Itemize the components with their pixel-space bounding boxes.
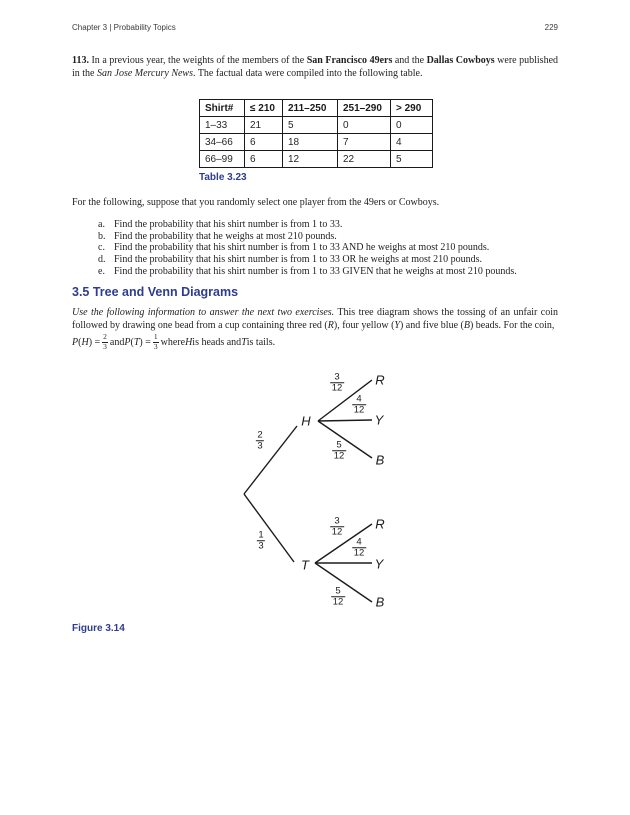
page-header [72,23,558,32]
cell-value: 12 [283,151,338,168]
cell-value: 6 [245,134,283,151]
intro-text: ) beads. For the coin, [469,319,555,331]
problem-number: 113. [72,55,89,66]
branch-probability-blue [332,440,346,462]
fraction-denominator: 12 [353,404,365,416]
list-item [98,231,558,243]
fraction-one-third [153,333,159,351]
tree-leaf-yellow: Y [374,412,384,428]
problem-text: and the [392,55,427,66]
branch-probability-red [330,516,344,538]
cell-value: 18 [283,134,338,151]
prob-symbol: P [72,336,79,348]
tree-leaf-blue: B [375,594,385,610]
intro-text: where [160,336,186,348]
fraction-denominator: 12 [331,382,343,394]
list-item [98,219,558,231]
fraction-numerator: 3 [334,515,340,527]
cell-value: 5 [283,117,338,134]
weights-table-container [199,99,433,168]
list-item-label: b. [98,230,106,242]
red-bead-symbol: R [327,319,334,331]
cell-shirt-range: 1–33 [200,117,245,134]
tree-leaf-red: R [375,372,385,388]
cell-value: 5 [391,151,433,168]
tree-leaf-red: R [375,516,385,532]
list-item-text: Find the probability that he weighs at most 210 pounds. [114,230,337,242]
section-heading: 3.5 Tree and Venn Diagrams [72,285,239,299]
list-item [98,242,558,254]
team-name-cowboys: Dallas Cowboys [426,55,495,66]
tails-symbol: T [241,336,247,348]
branch-probability-red [330,372,344,394]
intro-instruction: Use the following information to answer the next two exercises. [72,307,335,318]
list-item-label: a. [98,219,105,230]
weights-table [199,99,433,168]
cell-value: 4 [391,134,433,151]
figure-caption: Figure 3.14 [72,623,125,634]
cell-shirt-range: 66–99 [200,151,245,168]
col-header-shirt: Shirt# [200,100,245,117]
fraction-denominator: 3 [103,341,107,351]
fraction-two-thirds [102,333,108,351]
table-caption: Table 3.23 [199,172,247,183]
col-header-211-250: 211–250 [283,100,338,117]
problem-113-paragraph [72,54,558,80]
coin-probability-line [72,331,558,353]
list-item-text: Find the probability that his shirt number is from 1 to 33 AND he weighs at most 210 pounds. [114,242,490,254]
chapter-title: Chapter 3 | Probability Topics [72,23,176,32]
branch-probability-yellow [352,394,366,416]
fraction-denominator: 12 [331,526,343,538]
intro-text: ) and five blue ( [399,319,464,331]
list-item [98,254,558,266]
fraction-denominator: 3 [258,540,264,552]
cell-value: 6 [245,151,283,168]
question-list [98,219,558,278]
equals: ) = [88,336,101,348]
list-item-label: d. [98,254,106,266]
branch-probability-yellow [352,537,366,559]
col-header-251-290: 251–290 [338,100,391,117]
list-item-text: Find the probability that his shirt number is from 1 to 33. [114,219,343,230]
col-header-le210: ≤ 210 [245,100,283,117]
fraction-numerator: 5 [336,439,342,451]
fraction-denominator: 3 [153,341,158,351]
tails-symbol: T [133,336,140,348]
team-name-49ers: San Francisco 49ers [306,55,393,66]
intro-text: is tails. [246,336,276,348]
prob-symbol: P [124,336,131,348]
table-row [200,134,433,151]
table-row [200,151,433,168]
list-item-label: e. [98,265,105,277]
branch-probability-blue [331,586,345,608]
cell-value: 0 [338,117,391,134]
newspaper-name: San Jose Mercury News [97,68,193,80]
fraction-numerator: 3 [334,371,340,383]
yellow-bead-symbol: Y [394,319,400,331]
list-item-text: Find the probability that his shirt number is from 1 to 33 GIVEN that he weighs at most 210 pounds. [114,265,517,277]
section-intro-paragraph [72,307,558,332]
list-item [98,266,558,278]
heads-symbol: H [185,336,193,348]
table-row [200,117,433,134]
fraction-numerator: 4 [356,536,362,548]
equals: ) = [139,336,151,348]
fraction-numerator: 2 [257,429,263,441]
tree-branch-lines [230,370,400,618]
fraction-denominator: 12 [353,547,365,559]
cell-value: 21 [245,117,283,134]
intro-text: ), four yellow ( [333,319,395,331]
intro-text: is heads and [192,336,242,348]
fraction-denominator: 12 [333,450,345,462]
fraction-numerator: 1 [258,529,264,541]
branch-probability-tails [257,530,265,552]
cell-value: 0 [391,117,433,134]
heads-symbol: H [81,336,89,348]
cell-value: 22 [338,151,391,168]
intro-text: This tree diagram shows the tossing of an unfair coin followed by drawing one bead from a cup containing three red ( [72,307,558,331]
cell-shirt-range: 34–66 [200,134,245,151]
fraction-numerator: 1 [153,331,158,341]
tree-leaf-yellow: Y [374,556,384,572]
page-number: 229 [544,23,558,32]
table-header-row [200,100,433,117]
tree-leaf-blue: B [375,452,385,468]
problem-text: In a previous year, the weights of the members of the [88,55,307,66]
cell-value: 7 [338,134,391,151]
tree-diagram [230,370,400,618]
fraction-numerator: 2 [103,331,107,341]
fraction-numerator: 5 [335,585,341,597]
branch-probability-heads [256,430,264,452]
col-header-gt290: > 290 [391,100,433,117]
paren: ( [130,336,134,348]
followup-lead: For the following, suppose that you randomly select one player from the 49ers or Cowboys. [72,197,440,208]
conjunction: and [109,336,125,348]
blue-bead-symbol: B [463,319,470,331]
tree-node-tails: T [301,557,309,573]
fraction-denominator: 12 [332,596,344,608]
problem-text: were published in the [72,55,559,80]
paren: ( [78,336,82,348]
fraction-denominator: 3 [257,440,263,452]
problem-text: . The factual data were compiled into the following table. [193,68,423,80]
list-item-label: c. [98,242,105,254]
fraction-numerator: 4 [356,393,362,405]
tree-node-heads: H [301,413,311,429]
list-item-text: Find the probability that his shirt number is from 1 to 33 OR he weighs at most 210 pounds. [114,254,483,266]
